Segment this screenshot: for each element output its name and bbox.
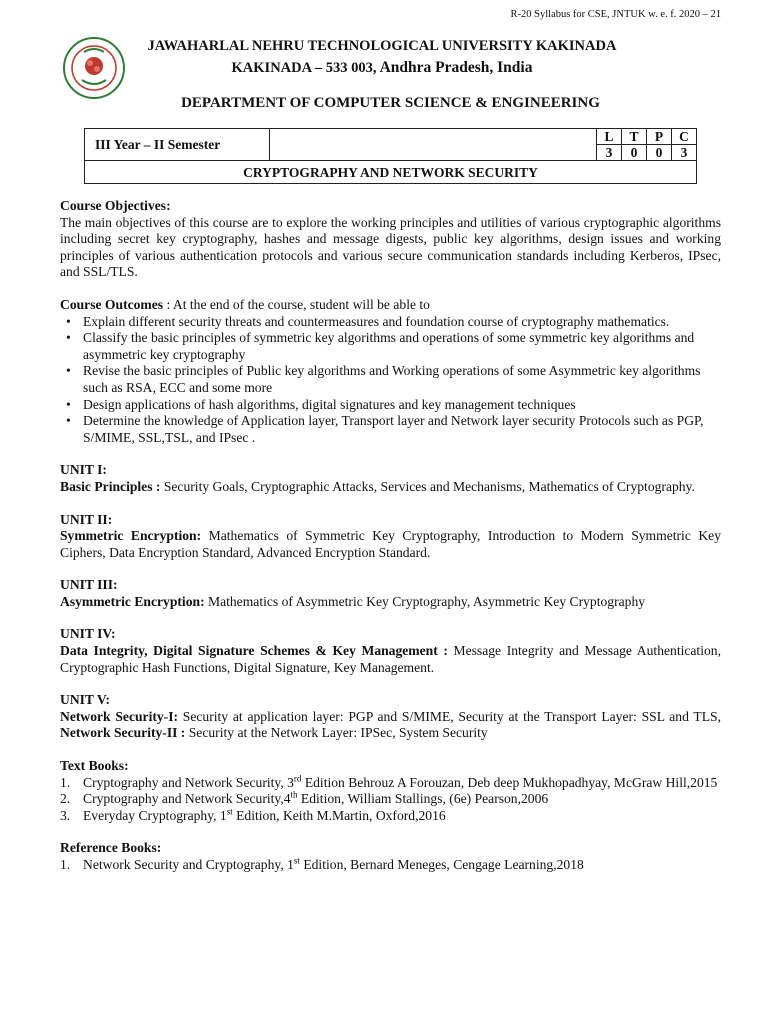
ltpc-value-c: 3 [672,145,697,161]
reference-books-list [60,857,721,874]
department-title: DEPARTMENT OF COMPUTER SCIENCE & ENGINEERING [181,95,600,111]
unit-content: Asymmetric Encryption: Mathematics of Asymmetric Key Cryptography, Asymmetric Key Cryptography [60,593,646,609]
list-item: 2. Cryptography and Network Security,4th Edition, William Stallings, (6e) Pearson,2006 [60,789,549,807]
objectives-text: The main objectives of this course are to explore the working principles and utilities of various cryptographic algorithms including secret key cryptography, hashes and message digests, public key algorithms, design issues and working principles of various authentication protocols and various secure communication standards including Kerberos, IPsec, and SSL/TLS. [60,214,721,280]
ltpc-value-t: 0 [622,145,647,161]
unit-content: Symmetric Encryption: Mathematics of Symmetric Key Cryptography, Introduction to Modern Symmetric Key Ciphers, Data Encryption Standard, Advanced Encryption Standard. [60,528,721,560]
list-item: • Revise the basic principles of Public key algorithms and Working operations of some Asymmetric key algorithms such as RSA, ECC and some more [66,363,701,395]
outcomes-list [60,314,721,447]
list-item: • Classify the basic principles of symmetric key algorithms and operations of some symmetric key algorithms and asymmetric key cryptography [66,330,695,362]
outcomes-intro: Course Outcomes : At the end of the course, student will be able to [60,296,430,312]
list-item: • Explain different security threats and countermeasures and foundation course of cryptography mathematics. [66,313,670,329]
text-books-list [60,775,721,825]
unit-content: Basic Principles : Security Goals, Cryptographic Attacks, Services and Mechanisms, Mathematics of Cryptography. [60,478,695,494]
list-item: 3. Everyday Cryptography, 1st Edition, Keith M.Martin, Oxford,2016 [60,806,446,823]
ltpc-value-l: 3 [597,145,622,161]
course-info-table [84,128,697,184]
text-books-heading: Text Books: [60,758,129,774]
unit-title: UNIT I: [60,462,107,478]
page-header-note: R-20 Syllabus for CSE, JNTUK w. e. f. 2020 – 21 [510,9,721,20]
unit-content: Data Integrity, Digital Signature Schemes & Key Management : Message Integrity and Message Authentication, Cryptographic Hash Functions, Digital Signature, Key Management. [60,643,721,675]
ltpc-header-t: T [622,129,647,145]
ltpc-header-l: L [597,129,622,145]
list-item: 1. Cryptography and Network Security, 3rd Edition Behrouz A Forouzan, Deb deep Mukhopadhyay, McGraw Hill,2015 [60,773,718,790]
ltpc-header-p: P [647,129,672,145]
objectives-heading: Course Objectives: [60,198,171,213]
course-title: CRYPTOGRAPHY AND NETWORK SECURITY [85,161,697,184]
university-address: KAKINADA – 533 003, Andhra Pradesh, India [231,59,533,76]
list-item: • Design applications of hash algorithms, digital signatures and key management techniques [66,396,576,412]
syllabus-body [60,198,721,874]
unit-title: UNIT IV: [60,626,116,642]
ltpc-value-p: 0 [647,145,672,161]
list-item: 1. Network Security and Cryptography, 1st Edition, Bernard Meneges, Cengage Learning,2018 [60,855,584,872]
ltpc-header-c: C [672,129,697,145]
university-name: JAWAHARLAL NEHRU TECHNOLOGICAL UNIVERSITY KAKINADA [147,38,617,54]
semester-cell: III Year – II Semester [85,129,270,161]
unit-title: UNIT V: [60,692,110,708]
unit-title: UNIT II: [60,511,113,527]
unit-content: Network Security-I: Security at application layer: PGP and S/MIME, Security at the Transport Layer: SSL and TLS, Network Security-II : Security at the Network Layer: IPSec, System Security [60,708,721,741]
university-logo [62,36,126,100]
unit-title: UNIT III: [60,577,118,593]
list-item: • Determine the knowledge of Application layer, Transport layer and Network layer security Protocols such as PGP, S/MIME, SSL,TSL, and IPsec . [66,413,704,445]
reference-books-heading: Reference Books: [60,840,162,856]
